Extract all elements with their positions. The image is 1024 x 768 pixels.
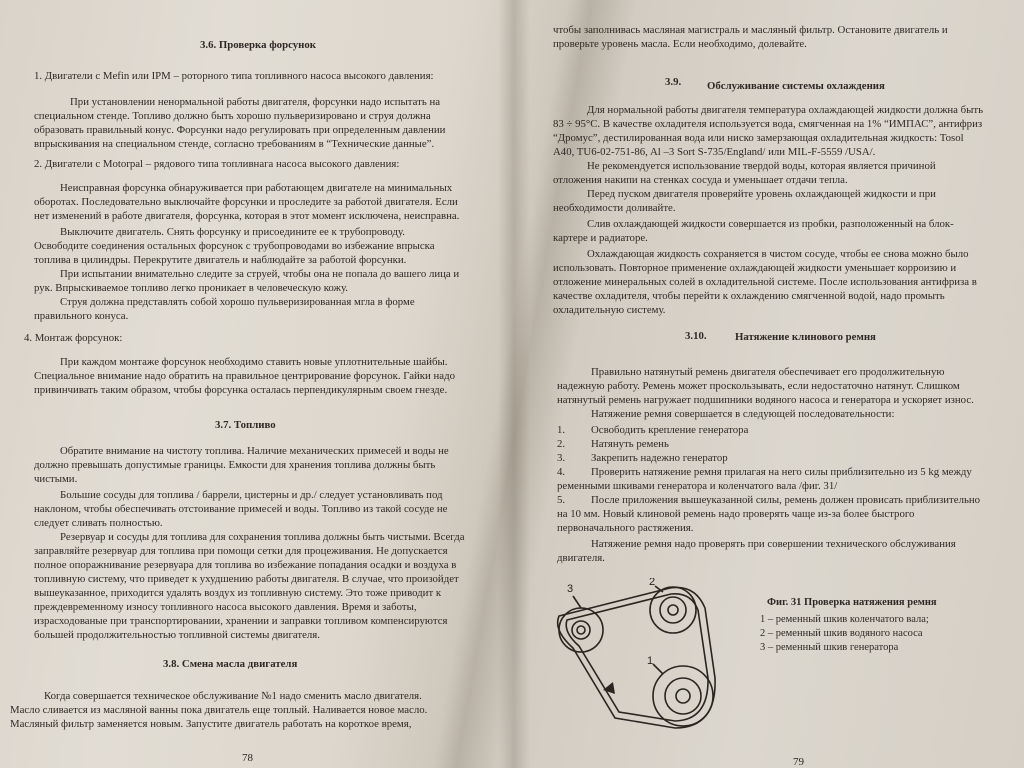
- text-line: Обратите внимание на чистоту топлива. Наличие механических примесей и воды не: [60, 445, 449, 457]
- step-text: на 10 мм. Новый клиновой ремень надо проверять чаще из-за более быстрого: [557, 508, 915, 520]
- text-line: 4. Монтаж форсунок:: [24, 332, 123, 344]
- text-line: 1. Двигатели с Mefin или IPM – роторного типа топливного насоса высокого давления:: [34, 70, 434, 82]
- step-text: Закрепить надежно генератор: [591, 452, 728, 464]
- text-line: должно превышать допустимые границы. Емкости для хранения топлива должны быть: [34, 459, 436, 471]
- text-line: привинчивать таким образом, чтобы форсунка осталась перпендикулярным своем гнезде.: [34, 384, 448, 396]
- section-heading-3-9: Обслуживание системы охлаждения: [707, 80, 885, 92]
- text-line: чистыми.: [34, 473, 78, 485]
- figure-label-2: 2: [649, 578, 656, 588]
- figure-caption-item-2: 2 – ременный шкив водяного насоса: [760, 628, 923, 639]
- text-line: большей продолжительностью топливной системы двигателя.: [34, 629, 320, 641]
- text-line: “Дромус”, дестилированная вода или ниско замерзающая охладительная жидкость: Tosol: [553, 132, 964, 144]
- text-line: Правильно натянутый ремень двигателя обеспечивает его продолжительную: [591, 366, 945, 378]
- text-line: образовать правильный конус. Форсунки надо регулировать при определенным давлении: [34, 124, 446, 136]
- text-line: Для нормальной работы двигателя температура охлаждающей жидкости должна быть: [587, 104, 984, 116]
- figure-caption-title: Фиг. 31 Проверка натяжения ремня: [767, 597, 937, 608]
- text-line: Охлаждающая жидкость сохраняется в чистом сосуде, чтобы ее снова можно было: [587, 248, 969, 260]
- section-heading-3-10: Натяжение клинового ремня: [735, 331, 876, 343]
- text-line: рук. Впрыскиваемое топливо легко проникает в человеческую кожу.: [34, 282, 349, 294]
- text-line: следует сливать полностью.: [34, 517, 163, 529]
- text-line: Не рекомендуется использование твердой воды, которая является причиной: [587, 160, 936, 172]
- text-line: полное опоражнивание резервуара для топлива во избежание попадания осадки и воздуха в: [34, 559, 457, 571]
- text-line: Неисправная форсунка обнаруживается при работающем двигателе на минимальных: [60, 182, 453, 194]
- text-line: топлива в цилиндры. Перекрутите двигатель и наблюдайте за работой форсунки.: [34, 254, 407, 266]
- text-line: Когда совершается техническое обслуживание №1 надо сменить масло двигателя.: [44, 690, 422, 702]
- text-line: специальном стенде. Топливо должно быть хорошо пульверизировано и струя должна: [34, 110, 431, 122]
- figure-caption-item-3: 3 – ременный шкив генератора: [760, 642, 899, 653]
- step-text: Проверить натяжение ремня прилагая на него силы приблизительно из 5 kg между: [591, 466, 972, 478]
- text-line: Перед пуском двигателя проверяйте уровень охлаждающей жидкости и при: [587, 188, 936, 200]
- figure-label-3: 3: [567, 583, 574, 595]
- text-line: преждевременному износу топливного насоса высокого давления. Время и заботы,: [34, 601, 417, 613]
- text-line: необходимости доливайте.: [553, 202, 676, 214]
- step-number: 4.: [557, 466, 566, 478]
- page-number-right: 79: [793, 756, 804, 768]
- text-line: Освободите соединения остальных форсунок с трубопроводами во избежание впрыска: [34, 240, 435, 252]
- text-line: При установлении ненормальной работы двигателя, форсунки надо испытать на: [70, 96, 441, 108]
- text-line: A40, TU6-02-751-86, Al –3 Sort S-735/England/ или MIL-F-5559 /USA/.: [553, 146, 876, 158]
- text-line: оборотах. Последовательно выключайте форсунки и проследите за работой двигателя. Если: [34, 196, 458, 208]
- section-heading-3-8: 3.8. Смена масла двигателя: [163, 658, 298, 670]
- text-line: впрыскивания на специальном стенде, согласно требованиям в “Технические данные”.: [34, 138, 435, 150]
- step-number: 5.: [557, 494, 566, 506]
- text-line: использовать. Повторное применение охлаждающей жидкости уменьшает корроизию и: [553, 262, 957, 274]
- text-line: Натяжение ремня совершается в следующей последовательности:: [591, 408, 895, 420]
- text-line: охладительную систему.: [553, 304, 666, 316]
- text-line: Специальное внимание надо обратить на правильное центрирование форсунок. Гайки надо: [34, 370, 455, 382]
- text-line: Выключите двигатель. Снять форсунку и присоедините ее к трубопроводу.: [60, 226, 405, 238]
- text-line: 2. Двигатели с Motorpal – рядового типа топливнага насоса высокого давления:: [34, 158, 400, 170]
- text-line: При испытании внимательно следите за струей, чтобы она не попала до вашего лица и: [60, 268, 460, 280]
- figure-caption-item-1: 1 – ременный шкив коленчатого вала;: [760, 614, 929, 625]
- text-line: отложение минеральных солей в охладительной системе. После использования антифриза в: [553, 276, 977, 288]
- text-line: правильного конуса.: [34, 310, 129, 322]
- text-line: чтобы заполнивась масляная магистраль и масляный фильтр. Остановите двигатель и: [553, 24, 948, 36]
- text-line: картере и радиаторе.: [553, 232, 648, 244]
- text-line: отложения накипи на стенках сосуда и уменьшает отдачи тепла.: [553, 174, 848, 186]
- text-line: проверьте уровень масла. Если необходимо, долевайте.: [553, 38, 807, 50]
- text-line: Большие сосуды для топлива / баррели, цистерны и др./ следует установливать под: [60, 489, 443, 501]
- step-number: 2.: [557, 438, 566, 450]
- section-number-3-10: 3.10.: [685, 330, 707, 342]
- text-line: Масляный фильтр заменяется новым. Запустите двигатель работать на короткое время,: [10, 718, 412, 730]
- text-line: наклоном, чтобы обеспечивать отстоивание примесей и воды. Топливо из такой сосуде не: [34, 503, 448, 515]
- belt-diagram: [545, 578, 745, 758]
- text-line: Резервуар и сосуды для топлива для сохранения топлива должны быть чистыми. Всегда: [60, 531, 465, 543]
- text-line: натянутый ремень нагружает подшипники водяного насоса и генератора и ускоряет износ.: [557, 394, 974, 406]
- text-line: Струя должна представлять собой хорошо пульверизированная мгла в форме: [60, 296, 415, 308]
- section-heading-3-6: 3.6. Проверка форсунок: [200, 39, 316, 51]
- step-text: ременными шкивами генератора и коленчатого вала /фиг. 31/: [557, 480, 838, 492]
- section-number-3-9: 3.9.: [665, 76, 682, 88]
- text-line: нет изменений в работе двигателя, форсунка, которая в этот момент исключена, неисправна.: [34, 210, 460, 222]
- step-number: 3.: [557, 452, 566, 464]
- step-text: После приложения вышеуказанной силы, ремень должен провисать приблизительно: [591, 494, 981, 506]
- text-line: топливную систему, что приведет к ухудшению работы двигателя. В случае, что произойдет: [34, 573, 459, 585]
- step-number: 1.: [557, 424, 566, 436]
- step-text: Натянуть ремень: [591, 438, 669, 450]
- page-number-left: 78: [242, 752, 253, 764]
- text-line: израсходованые при транспортировании, хранении и заправки топливом компенсируются: [34, 615, 448, 627]
- text-line: надежную работу. Ремень может проскользывать, если недостаточно натянут. Слишком: [557, 380, 960, 392]
- text-line: Масло сливается из масляной ванны пока двигатель еще топлый. Наливается новое масло.: [10, 704, 428, 716]
- text-line: 83 ÷ 95°C. В качестве охладителя используется вода, смягченная на 1% “ИМПАС”, антифриз: [553, 118, 983, 130]
- text-line: Натяжение ремня надо проверять при совершении технического обслуживания: [591, 538, 956, 550]
- text-line: При каждом монтаже форсунок необходимо ставить новые уплотнительные шайбы.: [60, 356, 448, 368]
- section-heading-3-7: 3.7. Топливо: [215, 419, 276, 431]
- text-line: вышеуказанное, приходится удалять воздух из топливную систему. Это тоже приводит к: [34, 587, 442, 599]
- text-line: двигателя.: [557, 552, 605, 564]
- figure-label-1: 1: [647, 655, 654, 667]
- text-line: качестве охладителя, чтобы перейти к охлаждению смягченной водой, надо промыть: [553, 290, 945, 302]
- right-page: [515, 0, 1024, 768]
- text-line: заправляйте резервуар для топлива при помощи сетки для процеживания. Не допускается: [34, 545, 448, 557]
- step-text: Освободить крепление генератора: [591, 424, 749, 436]
- text-line: Слив охлаждающей жидкости совершается из пробки, разположенный на блок-: [587, 218, 954, 230]
- step-text: первоначального растяжения.: [557, 522, 694, 534]
